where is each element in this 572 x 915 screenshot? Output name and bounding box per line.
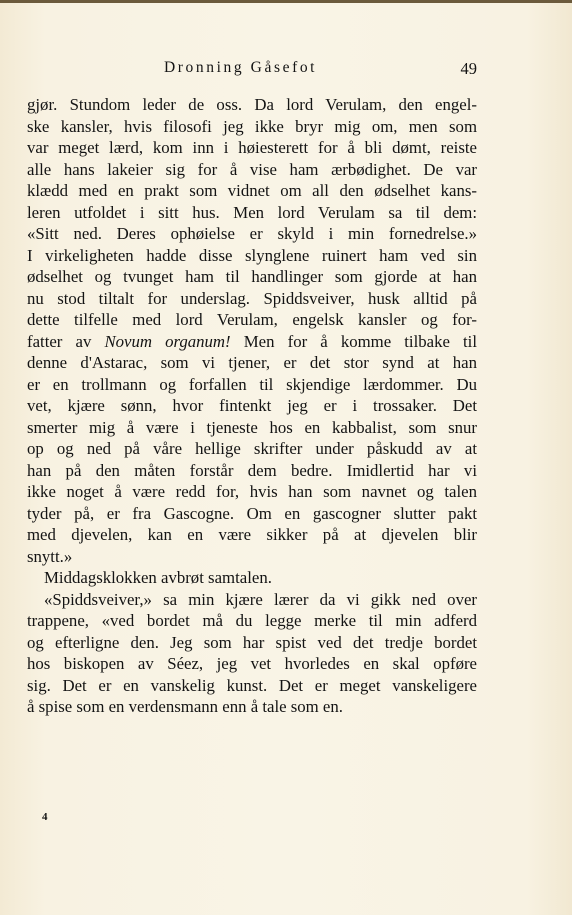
text-line: «Spiddsveiver,» sa min kjære lærer da vi gikk ned over bbox=[44, 589, 477, 609]
text-line: Middagsklokken avbrøt samtalen. bbox=[44, 568, 272, 587]
text-line: trappene, «ved bordet må du legge merke til min adferd bbox=[27, 611, 477, 630]
text-line: dette tilfelle med lord Verulam, engelsk kansler og for- bbox=[27, 310, 477, 329]
signature-mark: 4 bbox=[42, 811, 48, 823]
text-line: var meget lærd, kom inn i høiesterett for å bli dømt, reiste bbox=[27, 138, 477, 157]
text-line: tyder på, er fra Gascogne. Om en gascogner slutter pakt bbox=[27, 503, 477, 523]
text-line: vet, kjære sønn, hvor fintenkt jeg er i trossaker. Det bbox=[27, 396, 477, 415]
text-line: er en trollmann og forfallen til skjendige lærdommer. Du bbox=[27, 374, 477, 394]
text-line: denne d'Astarac, som vi tjener, er det stor synd at han bbox=[27, 353, 477, 372]
text-line: I virkeligheten hadde disse slynglene ruinert ham ved sin bbox=[27, 245, 477, 265]
text-line: op og ned på våre hellige skrifter under påskudd av at bbox=[27, 439, 477, 458]
text-line: hos biskopen av Séez, jeg vet hvorledes en skal opføre bbox=[27, 654, 477, 673]
text-fragment: Men for å komme tilbake til bbox=[230, 331, 477, 351]
text-line: å spise som en verdensmann enn å tale som en. bbox=[27, 697, 343, 716]
text-line bbox=[27, 331, 477, 353]
text-line: sig. Det er en vanskelig kunst. Det er meget vanskeligere bbox=[27, 675, 477, 695]
text-line: ødselhet og tvunget ham til handlinger som gjorde at han bbox=[27, 267, 477, 286]
text-line: med djevelen, kan en være sikker på at djevelen blir bbox=[27, 525, 477, 544]
text-line: snytt.» bbox=[27, 546, 73, 566]
text-line: gjør. Stundom leder de oss. Da lord Verulam, den engel- bbox=[27, 95, 477, 114]
text-line: han på den måten forstår dem bedre. Imidlertid har vi bbox=[27, 460, 477, 480]
body-text bbox=[27, 94, 477, 718]
page-number: 49 bbox=[460, 59, 477, 78]
text-line: og efterligne den. Jeg som har spist ved det tredje bordet bbox=[27, 632, 477, 652]
running-head bbox=[27, 59, 477, 81]
text-line: leren utfoldet i sitt hus. Men lord Verulam sa til dem: bbox=[27, 202, 477, 222]
text-line: «Sitt ned. Deres ophøielse er skyld i min fornedrelse.» bbox=[27, 224, 477, 243]
text-line: klædd med en prakt som vidnet om all den ødselhet kans- bbox=[27, 181, 477, 200]
text-line: ikke noget å være redd for, hvis han som navnet og talen bbox=[27, 482, 477, 501]
text-line: smerter mig å være i tjeneste hos en kabbalist, som snur bbox=[27, 417, 477, 437]
italic-title: Novum organum! bbox=[104, 331, 231, 351]
text-line: alle hans lakeier sig for å vise ham ærbødighet. De var bbox=[27, 159, 477, 179]
text-fragment: fatter av bbox=[27, 331, 105, 351]
text-line: ske kansler, hvis filosofi jeg ikke bryr mig om, men som bbox=[27, 116, 477, 136]
running-title: Dronning Gåsefot bbox=[164, 59, 318, 76]
text-line: nu stod tiltalt for underslag. Spiddsveiver, husk alltid på bbox=[27, 288, 477, 308]
